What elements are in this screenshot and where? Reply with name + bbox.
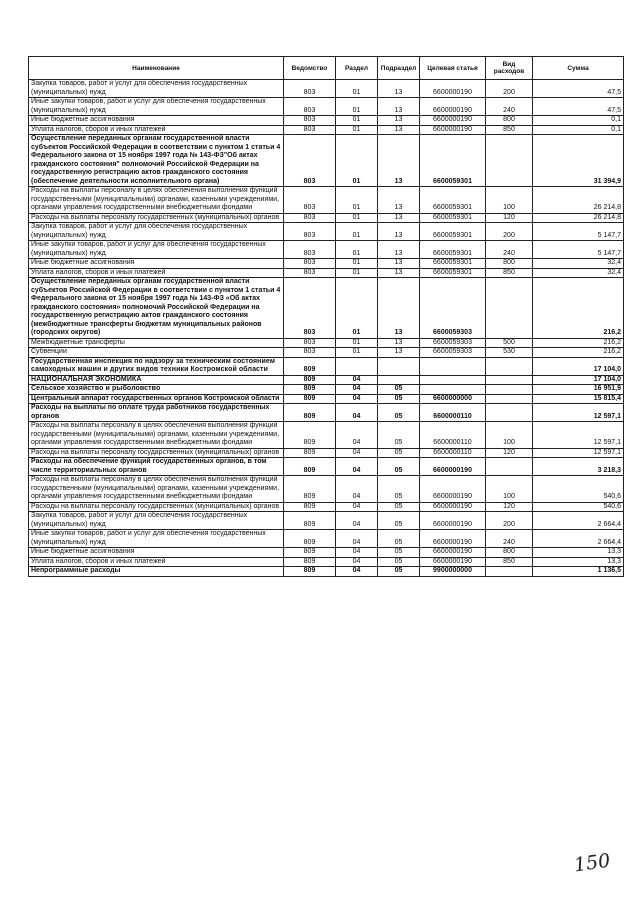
cell-subsection: 13 (378, 241, 420, 259)
table-row (29, 567, 624, 577)
cell-sum: 17 104,0 (533, 375, 624, 385)
cell-name: Закупка товаров, работ и услуг для обеспечения государственных (муниципальных) нужд (29, 80, 284, 98)
cell-dept: 803 (284, 125, 336, 135)
cell-sum: 2 664,4 (533, 512, 624, 530)
cell-target: 6600059303 (420, 348, 486, 358)
cell-type: 120 (486, 502, 533, 512)
table-row (29, 223, 624, 241)
cell-sum: 2 664,4 (533, 530, 624, 548)
cell-name: Иные закупки товаров, работ и услуг для обеспечения государственных (муниципальных) нужд (29, 241, 284, 259)
table-row (29, 338, 624, 348)
cell-name: Уплата налогов, сборов и иных платежей (29, 268, 284, 278)
cell-name: Расходы на выплаты по оплате труда работников государственных органов (29, 404, 284, 422)
cell-name: Уплата налогов, сборов и иных платежей (29, 557, 284, 567)
cell-name: Расходы на выплаты персоналу в целях обеспечения выполнения функций государственными (муниципальными) органами, казенными учреждениями, органами управления государственными внебюджетными фондами (29, 187, 284, 214)
cell-target: 6600000110 (420, 448, 486, 458)
cell-name: Расходы на обеспечение функций государственных органов, в том числе территориальных органов (29, 458, 284, 476)
cell-subsection: 13 (378, 135, 420, 187)
cell-name: Осуществление переданных органам государственной власти субъектов Российской Федерации в соответствии с пунктом 1 статьи 4 Федерального закона от 15 ноября 1997 года № 143-ФЗ «Об актах гражданского состояния» полномочий Российской Федерации на государственную регистрацию актов гражданского состояния (межбюджетные трансферты бюджетам муниципальных районов (городских округов) (29, 278, 284, 339)
cell-subsection: 05 (378, 476, 420, 503)
cell-name: Уплата налогов, сборов и иных платежей (29, 125, 284, 135)
cell-target: 6600000110 (420, 404, 486, 422)
table-row (29, 385, 624, 395)
cell-target: 6600000190 (420, 557, 486, 567)
cell-type: 120 (486, 448, 533, 458)
budget-table (28, 56, 624, 577)
cell-sum: 216,2 (533, 278, 624, 339)
cell-subsection: 05 (378, 422, 420, 449)
cell-type: 200 (486, 223, 533, 241)
cell-subsection: 05 (378, 512, 420, 530)
table-row (29, 357, 624, 375)
cell-type: 800 (486, 259, 533, 269)
cell-dept: 809 (284, 476, 336, 503)
table-row (29, 512, 624, 530)
cell-name: Субвенции (29, 348, 284, 358)
cell-sum: 0,1 (533, 116, 624, 126)
cell-type: 850 (486, 268, 533, 278)
cell-section: 01 (336, 135, 378, 187)
cell-type: 120 (486, 213, 533, 223)
cell-subsection: 05 (378, 458, 420, 476)
cell-type: 200 (486, 512, 533, 530)
table-row (29, 98, 624, 116)
table-row (29, 135, 624, 187)
cell-sum: 26 214,8 (533, 187, 624, 214)
cell-sum: 12 597,1 (533, 404, 624, 422)
cell-target: 6600000190 (420, 125, 486, 135)
cell-target: 6600000190 (420, 530, 486, 548)
table-row (29, 278, 624, 339)
table-body (29, 80, 624, 577)
cell-sum: 13,3 (533, 548, 624, 558)
cell-section: 01 (336, 241, 378, 259)
table-row (29, 187, 624, 214)
cell-dept: 809 (284, 557, 336, 567)
cell-name: Государственная инспекция по надзору за техническим состоянием самоходных машин и других видов техники Костромской области (29, 357, 284, 375)
cell-subsection (378, 357, 420, 375)
cell-dept: 803 (284, 241, 336, 259)
cell-type: 100 (486, 187, 533, 214)
cell-target: 6600000190 (420, 458, 486, 476)
cell-dept: 809 (284, 357, 336, 375)
cell-section: 01 (336, 187, 378, 214)
cell-subsection: 13 (378, 116, 420, 126)
cell-dept: 803 (284, 98, 336, 116)
cell-section: 01 (336, 348, 378, 358)
cell-name: Закупка товаров, работ и услуг для обеспечения государственных (муниципальных) нужд (29, 512, 284, 530)
cell-dept: 803 (284, 187, 336, 214)
cell-section: 04 (336, 502, 378, 512)
table-row (29, 530, 624, 548)
table-row (29, 404, 624, 422)
cell-dept: 803 (284, 223, 336, 241)
cell-target: 6600000190 (420, 98, 486, 116)
cell-name: Расходы на выплаты персоналу государственных (муниципальных) органов (29, 213, 284, 223)
cell-dept: 809 (284, 448, 336, 458)
table-row (29, 80, 624, 98)
cell-sum: 540,6 (533, 476, 624, 503)
cell-target: 6600000000 (420, 394, 486, 404)
cell-type (486, 385, 533, 395)
cell-subsection: 05 (378, 448, 420, 458)
cell-sum: 12 597,1 (533, 448, 624, 458)
cell-subsection: 05 (378, 404, 420, 422)
cell-type (486, 357, 533, 375)
cell-dept: 803 (284, 348, 336, 358)
cell-dept: 809 (284, 512, 336, 530)
cell-target: 6600000190 (420, 548, 486, 558)
cell-subsection: 13 (378, 187, 420, 214)
cell-name: НАЦИОНАЛЬНАЯ ЭКОНОМИКА (29, 375, 284, 385)
cell-section: 04 (336, 375, 378, 385)
table-row (29, 241, 624, 259)
cell-name: Расходы на выплаты персоналу в целях обеспечения выполнения функций государственными (муниципальными) органами, казенными учреждениями, органами управления государственными внебюджетными фондами (29, 422, 284, 449)
table-row (29, 259, 624, 269)
cell-target: 6600059301 (420, 135, 486, 187)
cell-type (486, 458, 533, 476)
table-header-row (29, 57, 624, 80)
cell-dept: 809 (284, 422, 336, 449)
cell-type: 800 (486, 548, 533, 558)
cell-subsection (378, 375, 420, 385)
table-row (29, 548, 624, 558)
cell-sum: 216,2 (533, 338, 624, 348)
cell-sum: 26 214,8 (533, 213, 624, 223)
cell-dept: 803 (284, 259, 336, 269)
cell-target: 6600000190 (420, 512, 486, 530)
table-row (29, 125, 624, 135)
cell-subsection: 13 (378, 223, 420, 241)
cell-dept: 809 (284, 404, 336, 422)
cell-type: 800 (486, 116, 533, 126)
header-section: Раздел (336, 57, 378, 80)
header-name: Наименование (29, 57, 284, 80)
cell-subsection: 13 (378, 213, 420, 223)
table-row (29, 116, 624, 126)
cell-dept: 809 (284, 530, 336, 548)
table-row (29, 502, 624, 512)
cell-target: 6600000190 (420, 476, 486, 503)
cell-type (486, 278, 533, 339)
cell-dept: 809 (284, 385, 336, 395)
cell-sum: 13,3 (533, 557, 624, 567)
cell-type: 530 (486, 348, 533, 358)
table-row (29, 458, 624, 476)
cell-dept: 809 (284, 548, 336, 558)
cell-type: 850 (486, 125, 533, 135)
cell-name: Расходы на выплаты персоналу государственных (муниципальных) органов (29, 448, 284, 458)
cell-section: 04 (336, 385, 378, 395)
header-dept: Ведомство (284, 57, 336, 80)
table-row (29, 448, 624, 458)
cell-section: 01 (336, 213, 378, 223)
cell-sum: 47,5 (533, 98, 624, 116)
cell-section: 01 (336, 223, 378, 241)
cell-section: 01 (336, 268, 378, 278)
cell-type: 500 (486, 338, 533, 348)
cell-sum: 31 394,9 (533, 135, 624, 187)
cell-subsection: 13 (378, 80, 420, 98)
header-subsection: Подраздел (378, 57, 420, 80)
cell-section: 04 (336, 422, 378, 449)
cell-target: 6600059301 (420, 213, 486, 223)
cell-subsection: 05 (378, 557, 420, 567)
cell-type: 100 (486, 422, 533, 449)
cell-dept: 803 (284, 278, 336, 339)
cell-target: 6600000110 (420, 422, 486, 449)
table-row (29, 375, 624, 385)
cell-subsection: 05 (378, 548, 420, 558)
cell-section: 04 (336, 530, 378, 548)
cell-type (486, 567, 533, 577)
cell-target: 6600059301 (420, 223, 486, 241)
cell-section: 04 (336, 512, 378, 530)
cell-name: Осуществление переданных органам государственной власти субъектов Российской Федерации в соответствии с пунктом 1 статьи 4 Федерального закона от 15 ноября 1997 года № 143-ФЗ"Об актах гражданского состояния" полномочий Российской Федерации на государственную регистрацию актов гражданского состояния (обеспечение деятельности исполнительного органа) (29, 135, 284, 187)
cell-target: 6600059301 (420, 268, 486, 278)
cell-subsection: 13 (378, 348, 420, 358)
cell-dept: 803 (284, 338, 336, 348)
cell-sum: 5 147,7 (533, 223, 624, 241)
cell-subsection: 13 (378, 278, 420, 339)
cell-type (486, 135, 533, 187)
cell-subsection: 05 (378, 502, 420, 512)
cell-dept: 803 (284, 80, 336, 98)
cell-type (486, 375, 533, 385)
cell-name: Межбюджетные трансферты (29, 338, 284, 348)
cell-subsection: 05 (378, 394, 420, 404)
table-row (29, 557, 624, 567)
table-row (29, 213, 624, 223)
cell-name: Иные бюджетные ассигнования (29, 259, 284, 269)
cell-sum: 32,4 (533, 259, 624, 269)
cell-name: Сельское хозяйство и рыболовство (29, 385, 284, 395)
cell-section (336, 357, 378, 375)
cell-target (420, 375, 486, 385)
cell-subsection: 05 (378, 530, 420, 548)
cell-name: Иные закупки товаров, работ и услуг для обеспечения государственных (муниципальных) нужд (29, 98, 284, 116)
cell-target (420, 357, 486, 375)
cell-subsection: 05 (378, 385, 420, 395)
cell-sum: 5 147,7 (533, 241, 624, 259)
cell-sum: 16 951,9 (533, 385, 624, 395)
cell-section: 04 (336, 458, 378, 476)
cell-type: 200 (486, 80, 533, 98)
cell-subsection: 13 (378, 259, 420, 269)
cell-sum: 540,6 (533, 502, 624, 512)
cell-sum: 15 815,4 (533, 394, 624, 404)
cell-section: 01 (336, 278, 378, 339)
cell-name: Иные закупки товаров, работ и услуг для обеспечения государственных (муниципальных) нужд (29, 530, 284, 548)
cell-target: 6600059303 (420, 278, 486, 339)
cell-type: 240 (486, 241, 533, 259)
cell-sum: 32,4 (533, 268, 624, 278)
cell-dept: 809 (284, 567, 336, 577)
cell-section: 01 (336, 80, 378, 98)
cell-type: 240 (486, 98, 533, 116)
cell-sum: 47,5 (533, 80, 624, 98)
cell-type: 100 (486, 476, 533, 503)
cell-dept: 809 (284, 394, 336, 404)
cell-section: 01 (336, 116, 378, 126)
table-row (29, 422, 624, 449)
table-row (29, 394, 624, 404)
cell-dept: 803 (284, 268, 336, 278)
cell-subsection: 13 (378, 268, 420, 278)
cell-section: 01 (336, 259, 378, 269)
cell-section: 01 (336, 125, 378, 135)
page-number: 150 (572, 849, 612, 877)
cell-target: 6600000190 (420, 80, 486, 98)
cell-sum: 12 597,1 (533, 422, 624, 449)
header-type: Вид расходов (486, 57, 533, 80)
cell-target: 6600059301 (420, 259, 486, 269)
cell-subsection: 13 (378, 125, 420, 135)
cell-subsection: 13 (378, 98, 420, 116)
cell-name: Центральный аппарат государственных органов Костромской области (29, 394, 284, 404)
cell-dept: 809 (284, 375, 336, 385)
cell-name: Расходы на выплаты персоналу в целях обеспечения выполнения функций государственными (муниципальными) органами, казенными учреждениями, органами управления государственными внебюджетными фондами (29, 476, 284, 503)
header-sum: Сумма (533, 57, 624, 80)
cell-type: 850 (486, 557, 533, 567)
cell-sum: 216,2 (533, 348, 624, 358)
cell-target: 6600059301 (420, 187, 486, 214)
cell-sum: 17 104,0 (533, 357, 624, 375)
cell-section: 01 (336, 338, 378, 348)
cell-dept: 803 (284, 135, 336, 187)
table-row (29, 476, 624, 503)
cell-type: 240 (486, 530, 533, 548)
cell-dept: 803 (284, 213, 336, 223)
cell-type (486, 404, 533, 422)
cell-target: 6600059303 (420, 338, 486, 348)
cell-subsection: 13 (378, 338, 420, 348)
cell-name: Закупка товаров, работ и услуг для обеспечения государственных (муниципальных) нужд (29, 223, 284, 241)
cell-type (486, 394, 533, 404)
cell-section: 04 (336, 548, 378, 558)
cell-dept: 809 (284, 502, 336, 512)
cell-target: 6600000190 (420, 116, 486, 126)
table-row (29, 348, 624, 358)
cell-target: 6600000190 (420, 502, 486, 512)
cell-section: 04 (336, 557, 378, 567)
cell-dept: 809 (284, 458, 336, 476)
cell-target: 9900000000 (420, 567, 486, 577)
cell-name: Иные бюджетные ассигнования (29, 548, 284, 558)
cell-target (420, 385, 486, 395)
cell-subsection: 05 (378, 567, 420, 577)
cell-target: 6600059301 (420, 241, 486, 259)
table-row (29, 268, 624, 278)
header-target: Целевая статья (420, 57, 486, 80)
cell-section: 04 (336, 394, 378, 404)
cell-name: Непрограммные расходы (29, 567, 284, 577)
cell-name: Иные бюджетные ассигнования (29, 116, 284, 126)
cell-section: 04 (336, 404, 378, 422)
cell-name: Расходы на выплаты персоналу государственных (муниципальных) органов (29, 502, 284, 512)
cell-section: 01 (336, 98, 378, 116)
cell-section: 04 (336, 448, 378, 458)
cell-section: 04 (336, 567, 378, 577)
cell-sum: 1 136,5 (533, 567, 624, 577)
cell-section: 04 (336, 476, 378, 503)
cell-dept: 803 (284, 116, 336, 126)
cell-sum: 0,1 (533, 125, 624, 135)
cell-sum: 3 218,3 (533, 458, 624, 476)
